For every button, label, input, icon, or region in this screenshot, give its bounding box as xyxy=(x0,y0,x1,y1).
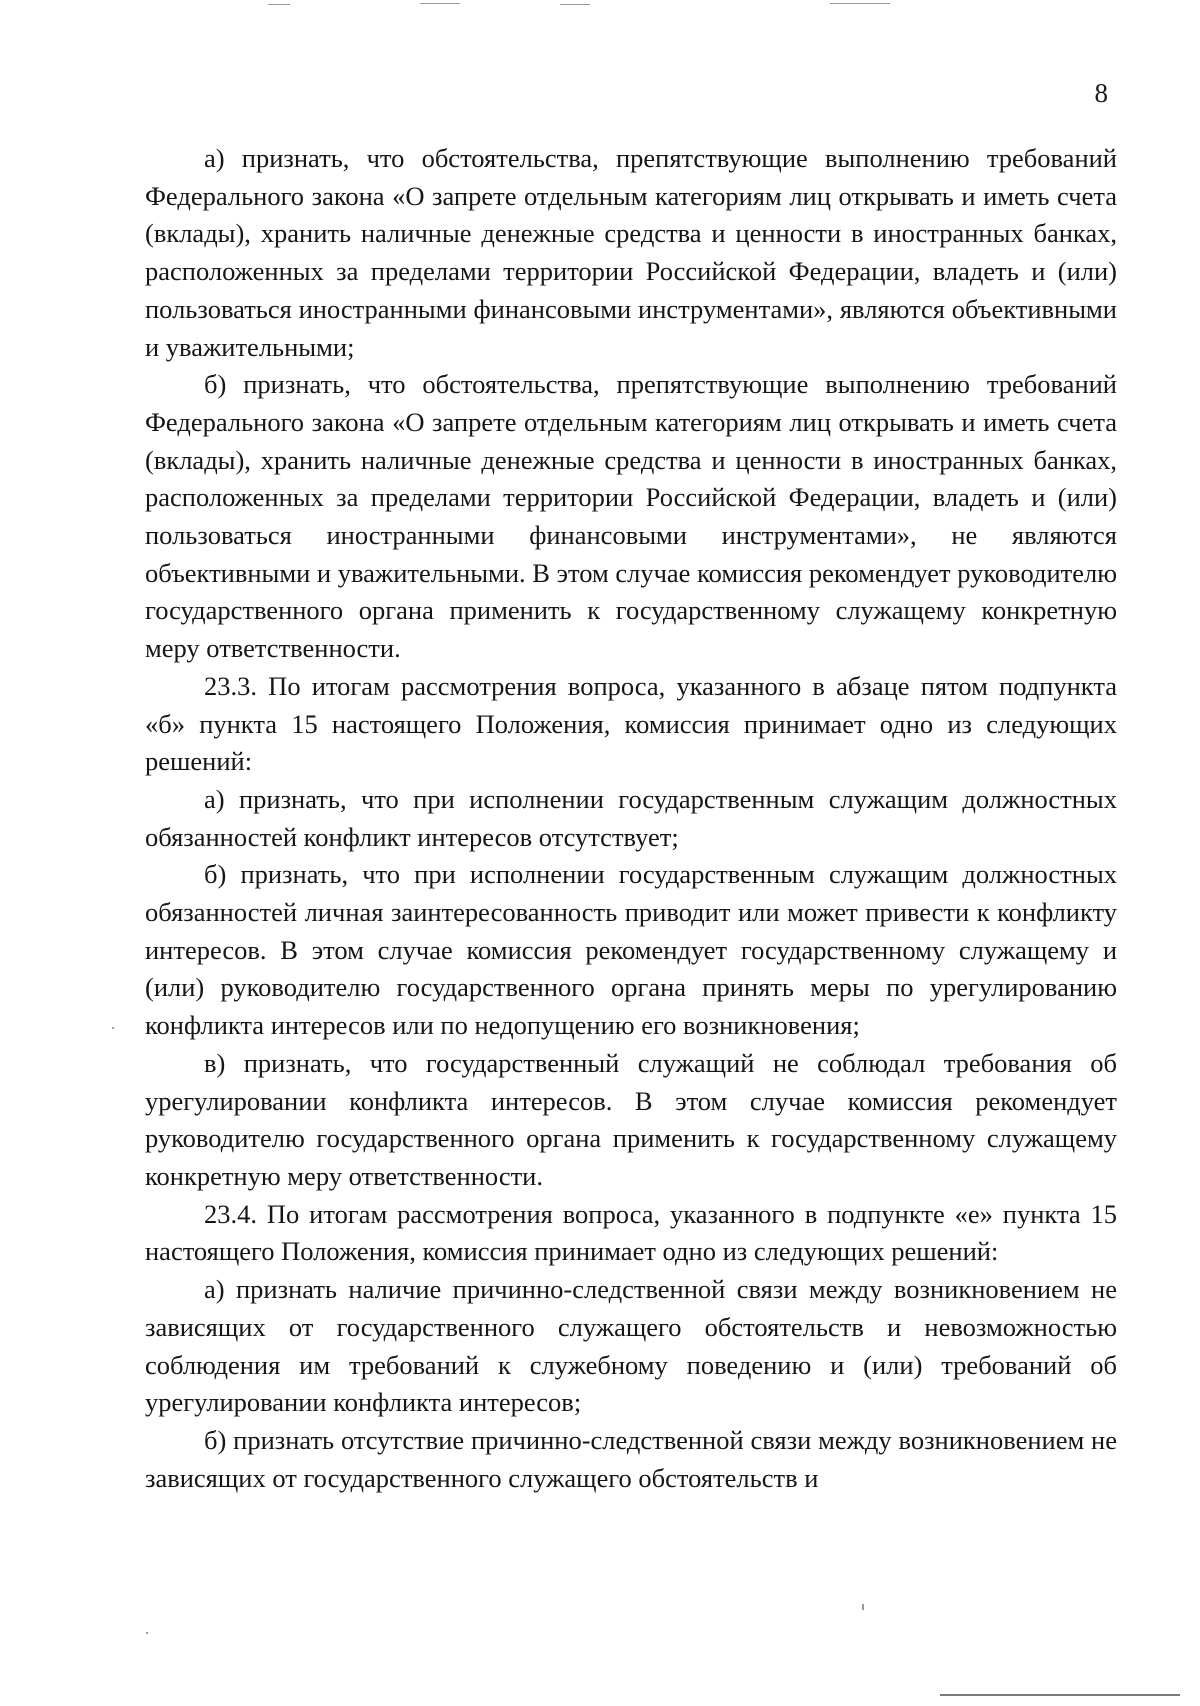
paragraph-23-3-v: в) признать, что государственный служащий не соблюдал требования об урегулировании конфликта интересов. В этом случае комиссия рекомендует руководителю государственного органа применить к государственному служащему конкретную меру ответственности. xyxy=(145,1047,1117,1191)
scan-speck xyxy=(560,4,590,5)
paragraph-23-2-b: б) признать, что обстоятельства, препятствующие выполнению требований Федерального закона «О запрете отдельным категориям лиц открывать и иметь счета (вклады), хранить наличные денежные средства и ценности в иностранных банках, расположенных за пределами территории Российской Федерации, владеть и (или) пользоваться иностранными финансовыми инструментами», не являются объективными и уважительными. В этом случае комиссия рекомендует руководителю государственного органа применить к государственному служащему конкретную меру ответственности. xyxy=(145,369,1117,664)
paragraph-23-2-a: а) признать, что обстоятельства, препятствующие выполнению требований Федерального закона «О запрете отдельным категориям лиц открывать и иметь счета (вклады), хранить наличные денежные средства и ценности в иностранных банках, расположенных за пределами территории Российской Федерации, владеть и (или) пользоваться иностранными финансовыми инструментами», являются объективными и уважительными; xyxy=(145,143,1117,362)
scan-speck xyxy=(268,4,290,5)
scan-edge-line xyxy=(940,1694,1180,1696)
scan-speck xyxy=(420,3,460,4)
document-body xyxy=(145,140,1117,1497)
paragraph-23-3: 23.3. По итогам рассмотрения вопроса, указанного в абзаце пятом подпункта «б» пункта 15 настоящего Положения, комиссия принимает одно из следующих решений: xyxy=(145,670,1117,777)
page-number: 8 xyxy=(1094,78,1108,108)
paragraph-23-3-b: б) признать, что при исполнении государственным служащим должностных обязанностей личная заинтересованность приводит или может привести к конфликту интересов. В этом случае комиссия рекомендует государственному служащему и (или) руководителю государственного органа принять меры по урегулированию конфликта интересов или по недопущению его возникновения; xyxy=(145,859,1117,1041)
paragraph-23-4-b: б) признать отсутствие причинно-следственной связи между возникновением не зависящих от государственного служащего обстоятельств и xyxy=(145,1424,1117,1493)
scan-speck xyxy=(112,1027,114,1029)
paragraph-23-4: 23.4. По итогам рассмотрения вопроса, указанного в подпункте «е» пункта 15 настоящего Положения, комиссия принимает одно из следующих решений: xyxy=(145,1198,1117,1267)
scan-speck xyxy=(862,1604,864,1610)
scan-speck xyxy=(146,1632,148,1634)
paragraph-23-4-a: а) признать наличие причинно-следственной связи между возникновением не зависящих от государственного служащего обстоятельств и невозможностью соблюдения им требований к служебному поведению и (или) требований об урегулировании конфликта интересов; xyxy=(145,1274,1117,1418)
scan-speck xyxy=(830,3,890,4)
paragraph-23-3-a: а) признать, что при исполнении государственным служащим должностных обязанностей конфликт интересов отсутствует; xyxy=(145,783,1117,852)
